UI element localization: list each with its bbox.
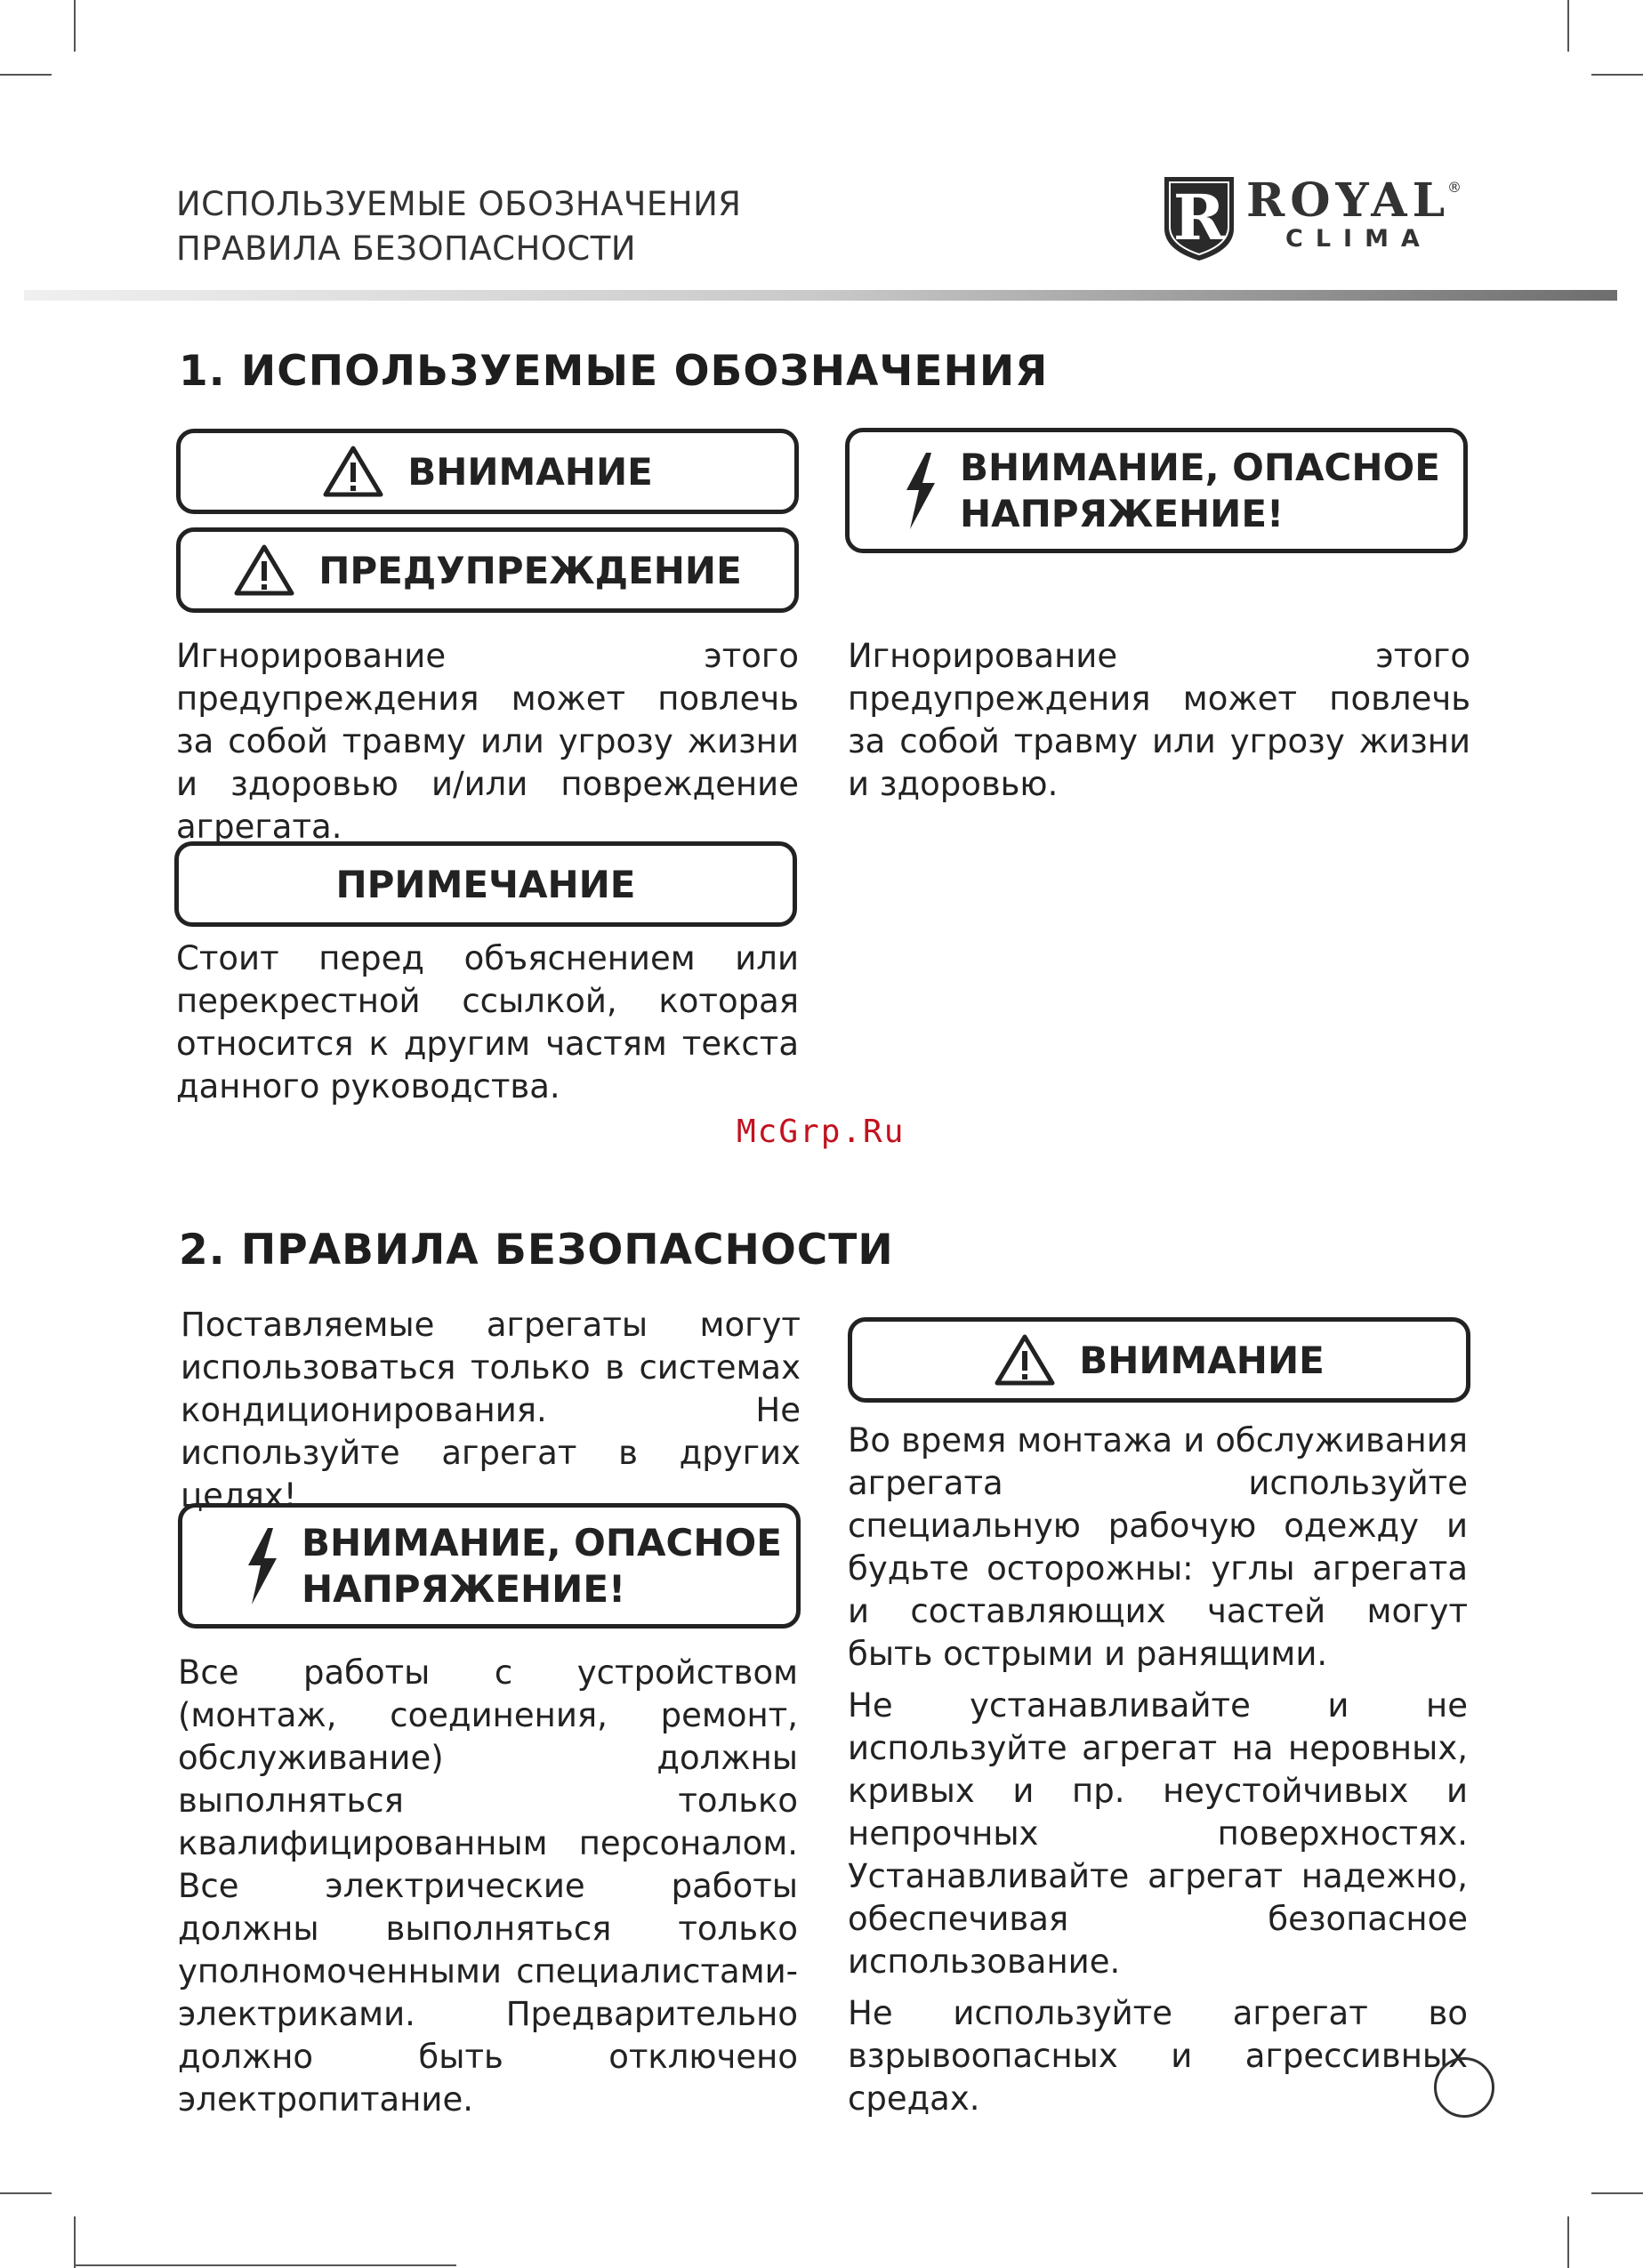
logo-name: ROYAL <box>1246 173 1451 228</box>
danger-work-paragraph <box>178 1652 798 2121</box>
crop-mark <box>1567 2216 1569 2268</box>
crop-mark <box>74 2216 76 2268</box>
intro-text: Поставляемые агрегаты могут использоваться только в системах кондиционирования. Не используйте агрегат в других целях! <box>181 1306 801 1515</box>
header-divider <box>24 290 1617 301</box>
attention-label: ВНИМАНИЕ <box>407 449 653 494</box>
warning-triangle-icon <box>322 445 384 498</box>
section-1-title: 1. ИСПОЛЬЗУЕМЫЕ ОБОЗНАЧЕНИЯ <box>179 347 1049 396</box>
running-header <box>176 182 741 271</box>
attention-paragraph-3: Не используйте агрегат во взрывоопасных и агрессивных средах. <box>848 1994 1468 2118</box>
danger-label-line-1: ВНИМАНИЕ, ОПАСНОЕ <box>302 1520 782 1564</box>
note-label-box <box>174 841 797 927</box>
note-description-text: Стоит перед объяснением или перекрестной ссылкой, которая относится к другим частям текста данного руководства. <box>176 939 799 1106</box>
attention-paragraphs <box>848 1420 1468 2120</box>
warning-label-box <box>176 527 799 613</box>
danger-label-line-2: НАПРЯЖЕНИЕ! <box>302 1566 626 1611</box>
warning-triangle-icon <box>994 1333 1056 1387</box>
header-line-2: ПРАВИЛА БЕЗОПАСНОСТИ <box>176 229 637 268</box>
header-line-1: ИСПОЛЬЗУЕМЫЕ ОБОЗНАЧЕНИЯ <box>176 185 742 223</box>
attention-label-box <box>176 429 799 514</box>
warning-label: ПРЕДУПРЕЖДЕНИЕ <box>318 548 742 592</box>
danger-voltage-label-box <box>845 428 1468 553</box>
crop-mark <box>0 74 52 76</box>
crop-mark <box>74 2264 456 2266</box>
brand-logo <box>1161 173 1463 267</box>
crop-mark <box>1591 74 1643 76</box>
lightning-bolt-icon <box>903 453 937 529</box>
danger-label-line-1: ВНИМАНИЕ, ОПАСНОЕ <box>960 445 1440 489</box>
crop-mark <box>74 0 76 52</box>
logo-registered: ® <box>1447 179 1462 196</box>
lightning-bolt-icon <box>245 1528 278 1604</box>
intro-paragraph <box>181 1304 801 1517</box>
crop-mark <box>1591 2192 1643 2194</box>
crop-mark <box>0 2192 52 2194</box>
attention-description <box>176 635 799 848</box>
attention-description-text: Игнорирование этого предупреждения может повлечь за собой травму или угрозу жизни и здоровью и/или повреждение агрегата. <box>176 637 799 846</box>
crop-mark <box>1567 0 1569 52</box>
svg-text:R: R <box>1172 181 1226 254</box>
warning-triangle-icon <box>233 543 295 597</box>
danger-voltage-label-box <box>178 1503 801 1629</box>
danger-description-text: Игнорирование этого предупреждения может повлечь за собой травму или угрозу жизни и здоровью. <box>848 637 1470 803</box>
section-2-title: 2. ПРАВИЛА БЕЗОПАСНОСТИ <box>179 1226 894 1275</box>
watermark-text: McGrp.Ru <box>737 1114 906 1150</box>
attention-label: ВНИМАНИЕ <box>1079 1338 1325 1382</box>
attention-label-box <box>848 1317 1470 1403</box>
page-number-circle <box>1434 2057 1494 2118</box>
note-label: ПРИМЕЧАНИЕ <box>335 862 636 906</box>
shield-r-icon <box>1161 173 1237 262</box>
danger-description <box>848 635 1470 806</box>
note-description <box>176 937 799 1108</box>
danger-label-line-2: НАПРЯЖЕНИЕ! <box>960 491 1285 535</box>
logo-subname: CLIMA <box>1285 225 1432 253</box>
danger-work-text: Все работы с устройством (монтаж, соединения, ремонт, обслуживание) должны выполняться только квалифицированным персоналом. Все электрические работы должны выполняться только уполномоченными специалистами-электриками. Предварительно должно быть отключено электропитание. <box>178 1653 798 2119</box>
attention-paragraph-2: Не устанавливайте и не используйте агрегат на неровных, кривых и пр. неустойчивых и непрочных поверхностях. Устанавливайте агрегат надежно, обеспечивая безопасное использование. <box>848 1686 1468 1981</box>
attention-paragraph-1: Во время монтажа и обслуживания агрегата используйте специальную рабочую одежду и будьте осторожны: углы агрегата и составляющих частей могут быть острыми и ранящими. <box>848 1421 1468 1673</box>
